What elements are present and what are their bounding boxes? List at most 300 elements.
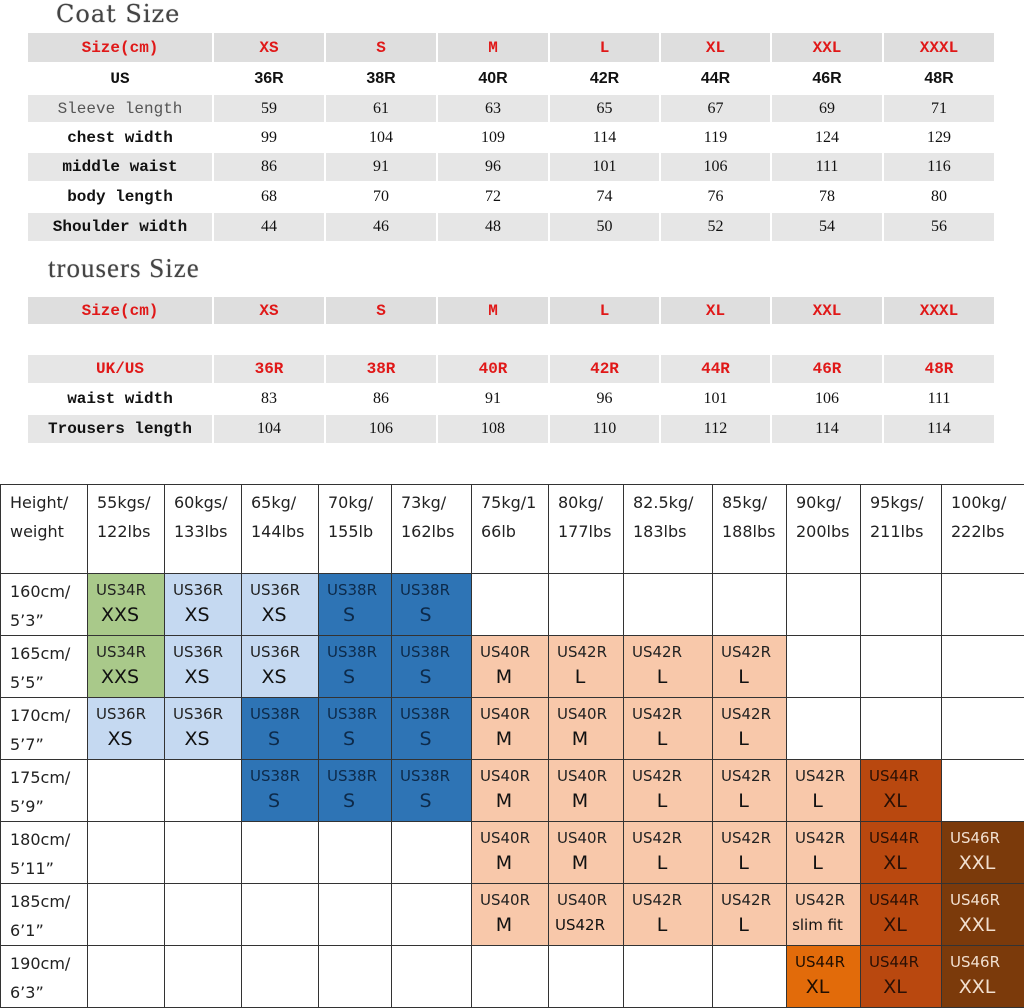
fit-us-size: US46R [942, 884, 1024, 912]
coat-cell: 106 [660, 152, 771, 182]
weight-label-line: 177lbs [558, 517, 623, 546]
fit-letter-size: XL [861, 850, 941, 876]
trousers-cell: 38R [325, 354, 437, 384]
fit-size-cell [787, 574, 861, 636]
fit-size-cell [713, 946, 787, 1008]
fit-us-size: US44R [861, 946, 941, 974]
fit-size-cell [242, 946, 319, 1008]
coat-cell: 72 [437, 182, 549, 212]
fit-us-size: US40R [472, 636, 548, 664]
coat-row-label: US [27, 63, 213, 94]
fit-size-cell [319, 760, 392, 822]
weight-label-line: 95kgs/ [870, 488, 941, 517]
fit-letter-size: L [624, 850, 712, 876]
trousers-row-label [27, 325, 213, 354]
coat-row-label: Shoulder width [27, 212, 213, 242]
fit-size-cell [319, 698, 392, 760]
fit-us-size: US42R [787, 822, 860, 850]
trousers-cell [771, 325, 883, 354]
fit-size-cell [942, 760, 1024, 822]
fit-size-cell [319, 884, 392, 946]
trousers-cell: M [437, 296, 549, 325]
trousers-row [27, 354, 995, 384]
coat-cell: 91 [325, 152, 437, 182]
coat-cell: 119 [660, 123, 771, 152]
weight-label-line: 66lb [481, 517, 548, 546]
fit-size-cell [242, 574, 319, 636]
coat-row-label: chest width [27, 123, 213, 152]
trousers-size-title: trousers Size [48, 254, 200, 282]
fit-us-size [319, 822, 391, 826]
coat-size-title: Coat Size [56, 0, 180, 28]
fit-size-cell [942, 698, 1024, 760]
weight-label-line: 100kg/ [951, 488, 1024, 517]
trousers-cell [660, 325, 771, 354]
trousers-cell [437, 325, 549, 354]
fit-letter-size: XXS [88, 602, 164, 628]
weight-label-line: 85kg/ [722, 488, 786, 517]
weight-label-line: 144lbs [251, 517, 318, 546]
fit-size-cell [165, 822, 242, 884]
coat-cell: 54 [771, 212, 883, 242]
fit-chart-row [1, 822, 1024, 884]
fit-size-cell [861, 822, 942, 884]
fit-us-size [472, 574, 548, 578]
fit-letter-size: US42R [549, 912, 623, 938]
fit-size-cell [713, 822, 787, 884]
coat-cell: 46 [325, 212, 437, 242]
height-label-line: 5’9” [10, 792, 87, 821]
weight-column-header [624, 485, 713, 574]
coat-cell: 124 [771, 123, 883, 152]
fit-size-cell [787, 822, 861, 884]
fit-size-cell [624, 822, 713, 884]
fit-us-size: US42R [713, 698, 786, 726]
fit-letter-size: L [624, 788, 712, 814]
fit-letter-size: L [624, 912, 712, 938]
height-label-line: 5’11” [10, 854, 87, 883]
coat-cell: 76 [660, 182, 771, 212]
fit-us-size: US36R [165, 574, 241, 602]
fit-letter-size: L [549, 664, 623, 690]
fit-size-cell [787, 636, 861, 698]
fit-letter-size: S [392, 602, 471, 628]
trousers-cell: 96 [549, 384, 660, 414]
fit-size-cell [942, 822, 1024, 884]
height-row-header [1, 822, 88, 884]
fit-size-cell [624, 946, 713, 1008]
weight-label-line: 188lbs [722, 517, 786, 546]
weight-label-line: 222lbs [951, 517, 1024, 546]
fit-us-size: US38R [392, 636, 471, 664]
trousers-row-label: Trousers length [27, 414, 213, 444]
coat-cell: 67 [660, 94, 771, 123]
fit-size-cell [242, 884, 319, 946]
fit-us-size: US38R [319, 760, 391, 788]
weight-label-line: 65kg/ [251, 488, 318, 517]
coat-row-label: Size(cm) [27, 32, 213, 63]
fit-letter-size: M [472, 788, 548, 814]
fit-size-cell [88, 884, 165, 946]
fit-size-cell [942, 574, 1024, 636]
weight-label-line: 162lbs [401, 517, 471, 546]
trousers-cell [325, 325, 437, 354]
coat-row [27, 212, 995, 242]
fit-letter-size: L [624, 726, 712, 752]
coat-row [27, 123, 995, 152]
fit-us-size [88, 822, 164, 826]
height-row-header [1, 760, 88, 822]
fit-us-size: US40R [549, 698, 623, 726]
fit-us-size: US42R [713, 636, 786, 664]
fit-letter-size: S [392, 788, 471, 814]
weight-column-header [165, 485, 242, 574]
fit-size-cell [549, 574, 624, 636]
fit-size-cell [861, 884, 942, 946]
height-label-line: 175cm/ [10, 763, 87, 792]
fit-us-size: US38R [392, 698, 471, 726]
fit-size-cell [549, 760, 624, 822]
fit-us-size: US44R [861, 760, 941, 788]
weight-label-line: 122lbs [97, 517, 164, 546]
weight-label-line: 200lbs [796, 517, 860, 546]
trousers-cell [213, 325, 325, 354]
fit-us-size: US38R [319, 698, 391, 726]
trousers-cell: L [549, 296, 660, 325]
coat-cell: L [549, 32, 660, 63]
height-weight-fit-chart [0, 484, 1024, 1008]
fit-size-cell [392, 884, 472, 946]
fit-us-size [861, 636, 941, 640]
height-row-header [1, 636, 88, 698]
fit-letter-size: M [549, 850, 623, 876]
fit-us-size: US42R [624, 822, 712, 850]
fit-chart-header-row [1, 485, 1024, 574]
coat-cell: 61 [325, 94, 437, 123]
fit-size-cell [549, 822, 624, 884]
fit-us-size [165, 884, 241, 888]
coat-cell: 63 [437, 94, 549, 123]
height-label-line: 6’1” [10, 916, 87, 945]
fit-letter-size: L [787, 850, 860, 876]
fit-us-size: US42R [624, 636, 712, 664]
fit-us-size [942, 698, 1024, 702]
fit-letter-size: M [549, 726, 623, 752]
trousers-cell [883, 325, 995, 354]
fit-size-cell [549, 946, 624, 1008]
coat-cell: M [437, 32, 549, 63]
coat-cell: 68 [213, 182, 325, 212]
fit-chart-corner [1, 485, 88, 574]
fit-us-size [165, 822, 241, 826]
fit-us-size [242, 822, 318, 826]
trousers-cell: 106 [325, 414, 437, 444]
height-label-line: 185cm/ [10, 887, 87, 916]
coat-cell: 80 [883, 182, 995, 212]
fit-size-cell [942, 946, 1024, 1008]
fit-size-cell [787, 760, 861, 822]
fit-us-size [787, 574, 860, 578]
fit-us-size [861, 698, 941, 702]
fit-letter-size: XL [861, 788, 941, 814]
fit-chart-row [1, 574, 1024, 636]
fit-letter-size: XS [165, 602, 241, 628]
coat-cell: 44R [660, 63, 771, 94]
weight-label-line: 70kg/ [328, 488, 391, 517]
coat-cell: 50 [549, 212, 660, 242]
coat-cell: 46R [771, 63, 883, 94]
fit-chart-row [1, 884, 1024, 946]
trousers-cell: 114 [771, 414, 883, 444]
trousers-row-label: waist width [27, 384, 213, 414]
trousers-row-label: UK/US [27, 354, 213, 384]
fit-us-size [624, 574, 712, 578]
coat-cell: 101 [549, 152, 660, 182]
fit-us-size [624, 946, 712, 950]
coat-cell: 129 [883, 123, 995, 152]
trousers-cell: XXXL [883, 296, 995, 325]
fit-size-cell [319, 822, 392, 884]
height-label-line: 5’3” [10, 606, 87, 635]
corner-label-line: weight [10, 517, 87, 546]
fit-us-size: US44R [861, 884, 941, 912]
trousers-cell: 114 [883, 414, 995, 444]
trousers-cell: S [325, 296, 437, 325]
fit-letter-size: S [392, 726, 471, 752]
fit-letter-size: M [472, 664, 548, 690]
coat-row [27, 182, 995, 212]
coat-row [27, 32, 995, 63]
fit-size-cell [392, 822, 472, 884]
weight-label-line: 90kg/ [796, 488, 860, 517]
fit-size-cell [861, 698, 942, 760]
fit-us-size: US42R [549, 636, 623, 664]
coat-cell: 42R [549, 63, 660, 94]
height-label-line: 6’3” [10, 978, 87, 1007]
height-row-header [1, 574, 88, 636]
fit-size-cell [861, 760, 942, 822]
coat-cell: 48R [883, 63, 995, 94]
weight-label-line: 183lbs [633, 517, 712, 546]
trousers-cell: 91 [437, 384, 549, 414]
fit-us-size: US36R [88, 698, 164, 726]
fit-us-size: US38R [242, 760, 318, 788]
coat-row-label: Sleeve length [27, 94, 213, 123]
fit-size-cell [624, 698, 713, 760]
trousers-row [27, 384, 995, 414]
fit-us-size [88, 760, 164, 764]
fit-us-size: US36R [165, 698, 241, 726]
fit-size-cell [319, 574, 392, 636]
fit-size-cell [165, 574, 242, 636]
fit-size-cell [242, 822, 319, 884]
fit-size-cell [624, 760, 713, 822]
coat-cell: 99 [213, 123, 325, 152]
height-row-header [1, 698, 88, 760]
fit-size-cell [472, 822, 549, 884]
coat-cell: 36R [213, 63, 325, 94]
fit-us-size: US38R [242, 698, 318, 726]
weight-column-header [549, 485, 624, 574]
fit-chart-row [1, 636, 1024, 698]
fit-size-cell [713, 884, 787, 946]
coat-cell: XL [660, 32, 771, 63]
fit-size-cell [861, 946, 942, 1008]
fit-us-size: US40R [549, 760, 623, 788]
fit-chart-row [1, 698, 1024, 760]
fit-us-size: US36R [242, 574, 318, 602]
fit-size-cell [861, 574, 942, 636]
fit-us-size: US40R [472, 884, 548, 912]
height-label-line: 5’7” [10, 730, 87, 759]
fit-letter-size: XL [861, 912, 941, 938]
fit-size-cell [88, 574, 165, 636]
fit-us-size: US36R [242, 636, 318, 664]
fit-us-size [88, 884, 164, 888]
height-label-line: 180cm/ [10, 825, 87, 854]
fit-letter-size: L [713, 664, 786, 690]
trousers-cell: 42R [549, 354, 660, 384]
weight-label-line: 82.5kg/ [633, 488, 712, 517]
fit-us-size [165, 760, 241, 764]
coat-cell: S [325, 32, 437, 63]
fit-size-cell [88, 636, 165, 698]
coat-cell: 56 [883, 212, 995, 242]
fit-size-cell [165, 636, 242, 698]
fit-letter-size: S [319, 788, 391, 814]
coat-cell: 114 [549, 123, 660, 152]
fit-us-size: US40R [549, 884, 623, 912]
trousers-cell [549, 325, 660, 354]
weight-label-line: 211lbs [870, 517, 941, 546]
fit-letter-size: XXL [942, 850, 1024, 876]
fit-letter-size: L [713, 726, 786, 752]
fit-us-size: US44R [861, 822, 941, 850]
fit-letter-size: XXS [88, 664, 164, 690]
trousers-cell: 86 [325, 384, 437, 414]
fit-size-cell [392, 760, 472, 822]
fit-size-cell [624, 636, 713, 698]
fit-letter-size: XXL [942, 912, 1024, 938]
fit-us-size: US40R [472, 698, 548, 726]
fit-size-cell [549, 884, 624, 946]
trousers-cell: 40R [437, 354, 549, 384]
fit-size-cell [787, 698, 861, 760]
fit-us-size [165, 946, 241, 950]
fit-letter-size: M [472, 726, 548, 752]
fit-us-size [713, 574, 786, 578]
coat-row [27, 94, 995, 123]
fit-size-cell [787, 946, 861, 1008]
fit-letter-size: XXL [942, 974, 1024, 1000]
coat-cell: 40R [437, 63, 549, 94]
fit-size-cell [713, 636, 787, 698]
fit-size-cell [472, 574, 549, 636]
coat-cell: 48 [437, 212, 549, 242]
coat-cell: 111 [771, 152, 883, 182]
fit-size-cell [787, 884, 861, 946]
corner-label-line: Height/ [10, 488, 87, 517]
fit-us-size: US36R [165, 636, 241, 664]
height-label-line: 190cm/ [10, 949, 87, 978]
fit-us-size [242, 884, 318, 888]
height-label-line: 170cm/ [10, 701, 87, 730]
trousers-size-table [26, 295, 996, 445]
trousers-cell: 36R [213, 354, 325, 384]
fit-size-cell [472, 698, 549, 760]
fit-us-size: US46R [942, 946, 1024, 974]
weight-column-header [861, 485, 942, 574]
fit-size-cell [861, 636, 942, 698]
fit-us-size: US34R [88, 574, 164, 602]
fit-us-size [88, 946, 164, 950]
coat-cell: XXL [771, 32, 883, 63]
coat-cell: 86 [213, 152, 325, 182]
fit-letter-size: XS [165, 664, 241, 690]
fit-size-cell [165, 760, 242, 822]
fit-size-cell [319, 636, 392, 698]
trousers-cell: 111 [883, 384, 995, 414]
fit-us-size: US38R [319, 636, 391, 664]
weight-label-line: 73kg/ [401, 488, 471, 517]
fit-us-size [549, 946, 623, 950]
trousers-cell: 108 [437, 414, 549, 444]
fit-size-cell [165, 884, 242, 946]
coat-cell: 70 [325, 182, 437, 212]
fit-us-size [319, 884, 391, 888]
coat-row [27, 152, 995, 182]
weight-label-line: 55kgs/ [97, 488, 164, 517]
weight-column-header [787, 485, 861, 574]
fit-letter-size: L [713, 788, 786, 814]
fit-us-size [319, 946, 391, 950]
fit-letter-size: S [319, 726, 391, 752]
fit-us-size: US34R [88, 636, 164, 664]
fit-letter-size: XS [242, 602, 318, 628]
coat-cell: 109 [437, 123, 549, 152]
fit-size-cell [319, 946, 392, 1008]
fit-us-size: US46R [942, 822, 1024, 850]
trousers-cell: 83 [213, 384, 325, 414]
fit-size-cell [713, 698, 787, 760]
fit-size-cell [88, 698, 165, 760]
fit-letter-size: XS [165, 726, 241, 752]
height-label-line: 165cm/ [10, 639, 87, 668]
weight-label-line: 133lbs [174, 517, 241, 546]
trousers-cell: XXL [771, 296, 883, 325]
fit-letter-size: L [624, 664, 712, 690]
weight-label-line: 75kg/1 [481, 488, 548, 517]
fit-us-size [942, 636, 1024, 640]
coat-size-table [26, 31, 996, 243]
weight-column-header [319, 485, 392, 574]
coat-row-label: body length [27, 182, 213, 212]
fit-chart-row [1, 760, 1024, 822]
fit-size-cell [624, 574, 713, 636]
fit-us-size: US42R [713, 822, 786, 850]
fit-letter-size: S [242, 788, 318, 814]
trousers-row [27, 325, 995, 354]
fit-size-cell [549, 698, 624, 760]
fit-us-size: US42R [787, 760, 860, 788]
fit-letter-size: XS [242, 664, 318, 690]
fit-letter-size: S [242, 726, 318, 752]
weight-column-header [88, 485, 165, 574]
trousers-row [27, 296, 995, 325]
fit-size-cell [713, 574, 787, 636]
coat-cell: 71 [883, 94, 995, 123]
fit-us-size: US40R [472, 822, 548, 850]
